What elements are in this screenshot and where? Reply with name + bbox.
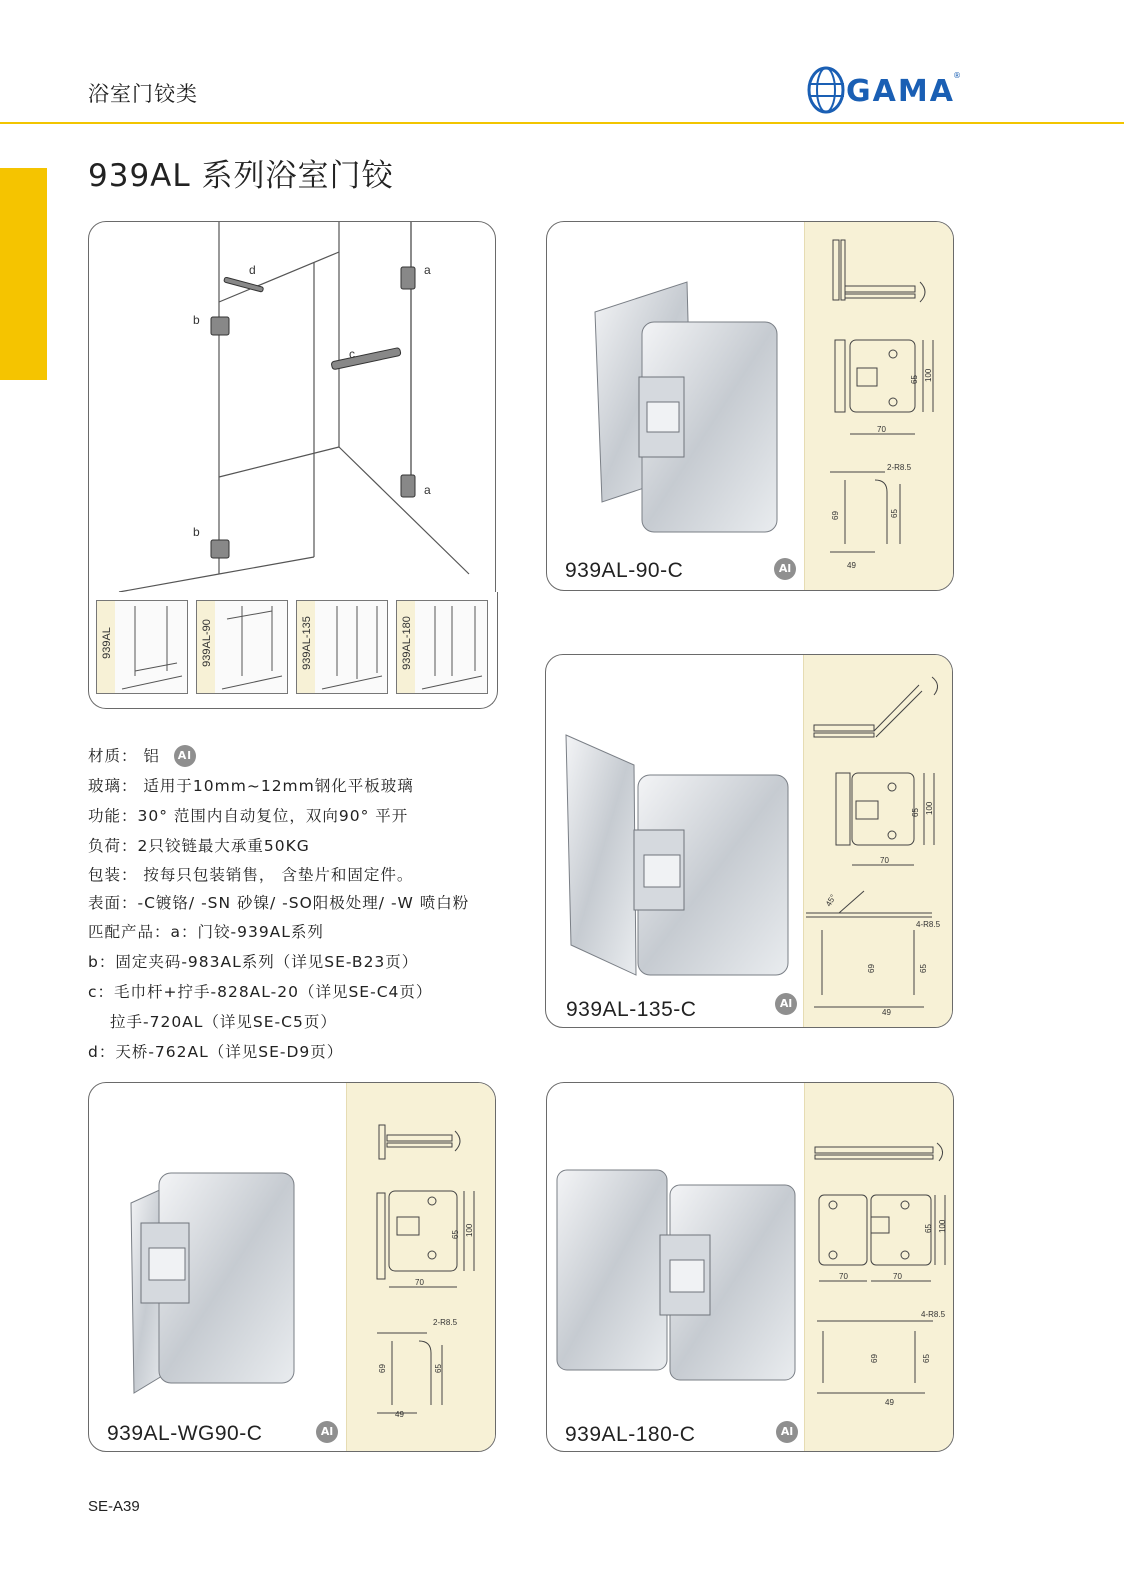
dim-h2: 100 xyxy=(465,1223,474,1237)
spec-packing: 包装： 按每只包装销售， 含垫片和固定件。 xyxy=(88,866,414,884)
dim-width-right: 70 xyxy=(893,1272,902,1281)
aluminium-badge-icon: Al xyxy=(775,993,797,1015)
spec-function: 功能：30° 范围内自动复位，双向90° 平开 xyxy=(88,807,409,825)
label-b-bottom: b xyxy=(193,525,200,539)
product-card-939al-90-c xyxy=(546,221,954,591)
dim-radius: 2-R8.5 xyxy=(433,1318,458,1327)
thumbnail-939al-90: 939AL-90 xyxy=(196,600,288,694)
dim-g1: 69 xyxy=(831,511,840,520)
installation-scene-card xyxy=(88,221,496,593)
thumbnail-939al: 939AL xyxy=(96,600,188,694)
page-title: 939AL 系列浴室门铰 xyxy=(88,158,394,194)
technical-drawing-panel xyxy=(804,1083,953,1451)
label-c: c xyxy=(349,347,355,361)
page-code: SE-A39 xyxy=(88,1498,140,1515)
dim-g1: 69 xyxy=(867,964,876,973)
dim-g2: 65 xyxy=(919,964,928,973)
dim-h1: 65 xyxy=(911,808,920,817)
dimension-drawing xyxy=(804,655,952,1027)
dim-h2: 100 xyxy=(938,1219,947,1233)
product-card-939al-wg90-c xyxy=(88,1082,496,1452)
technical-drawing-panel xyxy=(804,222,953,590)
dim-g3: 49 xyxy=(847,561,856,570)
dimension-drawing xyxy=(805,1083,953,1451)
label-b-top: b xyxy=(193,313,200,327)
dim-radius: 2-R8.5 xyxy=(887,463,912,472)
dim-h1: 65 xyxy=(451,1230,460,1239)
side-accent-bar xyxy=(0,168,47,380)
configuration-thumbnails xyxy=(88,592,498,709)
spec-finish: 表面：-C镀铬/ -SN 砂镍/ -SO阳极处理/ -W 喷白粉 xyxy=(88,894,470,912)
model-939al-180-c: 939AL-180-C xyxy=(565,1423,696,1446)
aluminium-badge-icon: Al xyxy=(776,1421,798,1443)
dim-radius: 4-R8.5 xyxy=(916,920,941,929)
label-d: d xyxy=(249,263,256,277)
dim-g3: 49 xyxy=(395,1410,404,1419)
thumbnail-939al-135: 939AL-135 xyxy=(296,600,388,694)
aluminium-badge-icon: Al xyxy=(316,1421,338,1443)
dim-radius: 4-R8.5 xyxy=(921,1310,946,1319)
hinge-180-image xyxy=(555,1155,805,1452)
dimension-drawing xyxy=(347,1083,495,1451)
dim-g1: 69 xyxy=(378,1364,387,1373)
spec-match-c2: 拉手-720AL（详见SE-C5页） xyxy=(110,1013,337,1031)
dim-h2: 100 xyxy=(925,801,934,815)
category-title: 浴室门铰类 xyxy=(88,82,198,106)
dimension-drawing xyxy=(805,222,953,590)
dim-g3: 49 xyxy=(885,1398,894,1407)
hinge-90-image xyxy=(557,242,807,572)
dim-width: 70 xyxy=(415,1278,424,1287)
spec-glass: 玻璃： 适用于10mm~12mm钢化平板玻璃 xyxy=(88,777,414,795)
model-939al-90-c: 939AL-90-C xyxy=(565,559,684,582)
product-card-939al-135-c xyxy=(545,654,953,1028)
hinge-135-image xyxy=(556,725,806,1028)
model-939al-135-c: 939AL-135-C xyxy=(566,998,697,1021)
dim-angle: 45° xyxy=(823,893,838,908)
spec-load: 负荷：2只铰链最大承重50KG xyxy=(88,837,310,855)
aluminium-badge-icon: Al xyxy=(174,745,196,767)
shower-enclosure-drawing xyxy=(89,222,495,592)
dim-g2: 65 xyxy=(890,509,899,518)
svg-text:®: ® xyxy=(953,71,961,80)
dim-g2: 65 xyxy=(434,1364,443,1373)
label-a-top: a xyxy=(424,263,431,277)
label-a-bottom: a xyxy=(424,483,431,497)
aluminium-badge-icon: Al xyxy=(774,558,796,580)
dim-h2: 100 xyxy=(924,368,933,382)
dim-width-left: 70 xyxy=(839,1272,848,1281)
dim-g2: 65 xyxy=(922,1354,931,1363)
technical-drawing-panel xyxy=(803,655,952,1027)
dim-width: 70 xyxy=(877,425,886,434)
model-939al-wg90-c: 939AL-WG90-C xyxy=(107,1422,263,1445)
dim-g3: 49 xyxy=(882,1008,891,1017)
brand-name: GAMA xyxy=(846,74,955,109)
dim-g1: 69 xyxy=(870,1354,879,1363)
spec-match-d: d：天桥-762AL（详见SE-D9页） xyxy=(88,1043,344,1061)
spec-match-b: b：固定夹码-983AL系列（详见SE-B23页） xyxy=(88,953,419,971)
dim-h1: 65 xyxy=(924,1224,933,1233)
spec-material: 材质： 铝 Al xyxy=(88,744,196,769)
dim-width: 70 xyxy=(880,856,889,865)
thumbnail-939al-180: 939AL-180 xyxy=(396,600,488,694)
product-card-939al-180-c xyxy=(546,1082,954,1452)
hinge-wg90-image xyxy=(119,1153,369,1452)
spec-match-c: c：毛巾杆+拧手-828AL-20（详见SE-C4页） xyxy=(88,983,433,1001)
gama-logo xyxy=(806,64,966,116)
spec-matching: 匹配产品：a：门铰-939AL系列 xyxy=(88,923,324,941)
header-divider xyxy=(0,122,1124,124)
dim-h1: 65 xyxy=(910,375,919,384)
